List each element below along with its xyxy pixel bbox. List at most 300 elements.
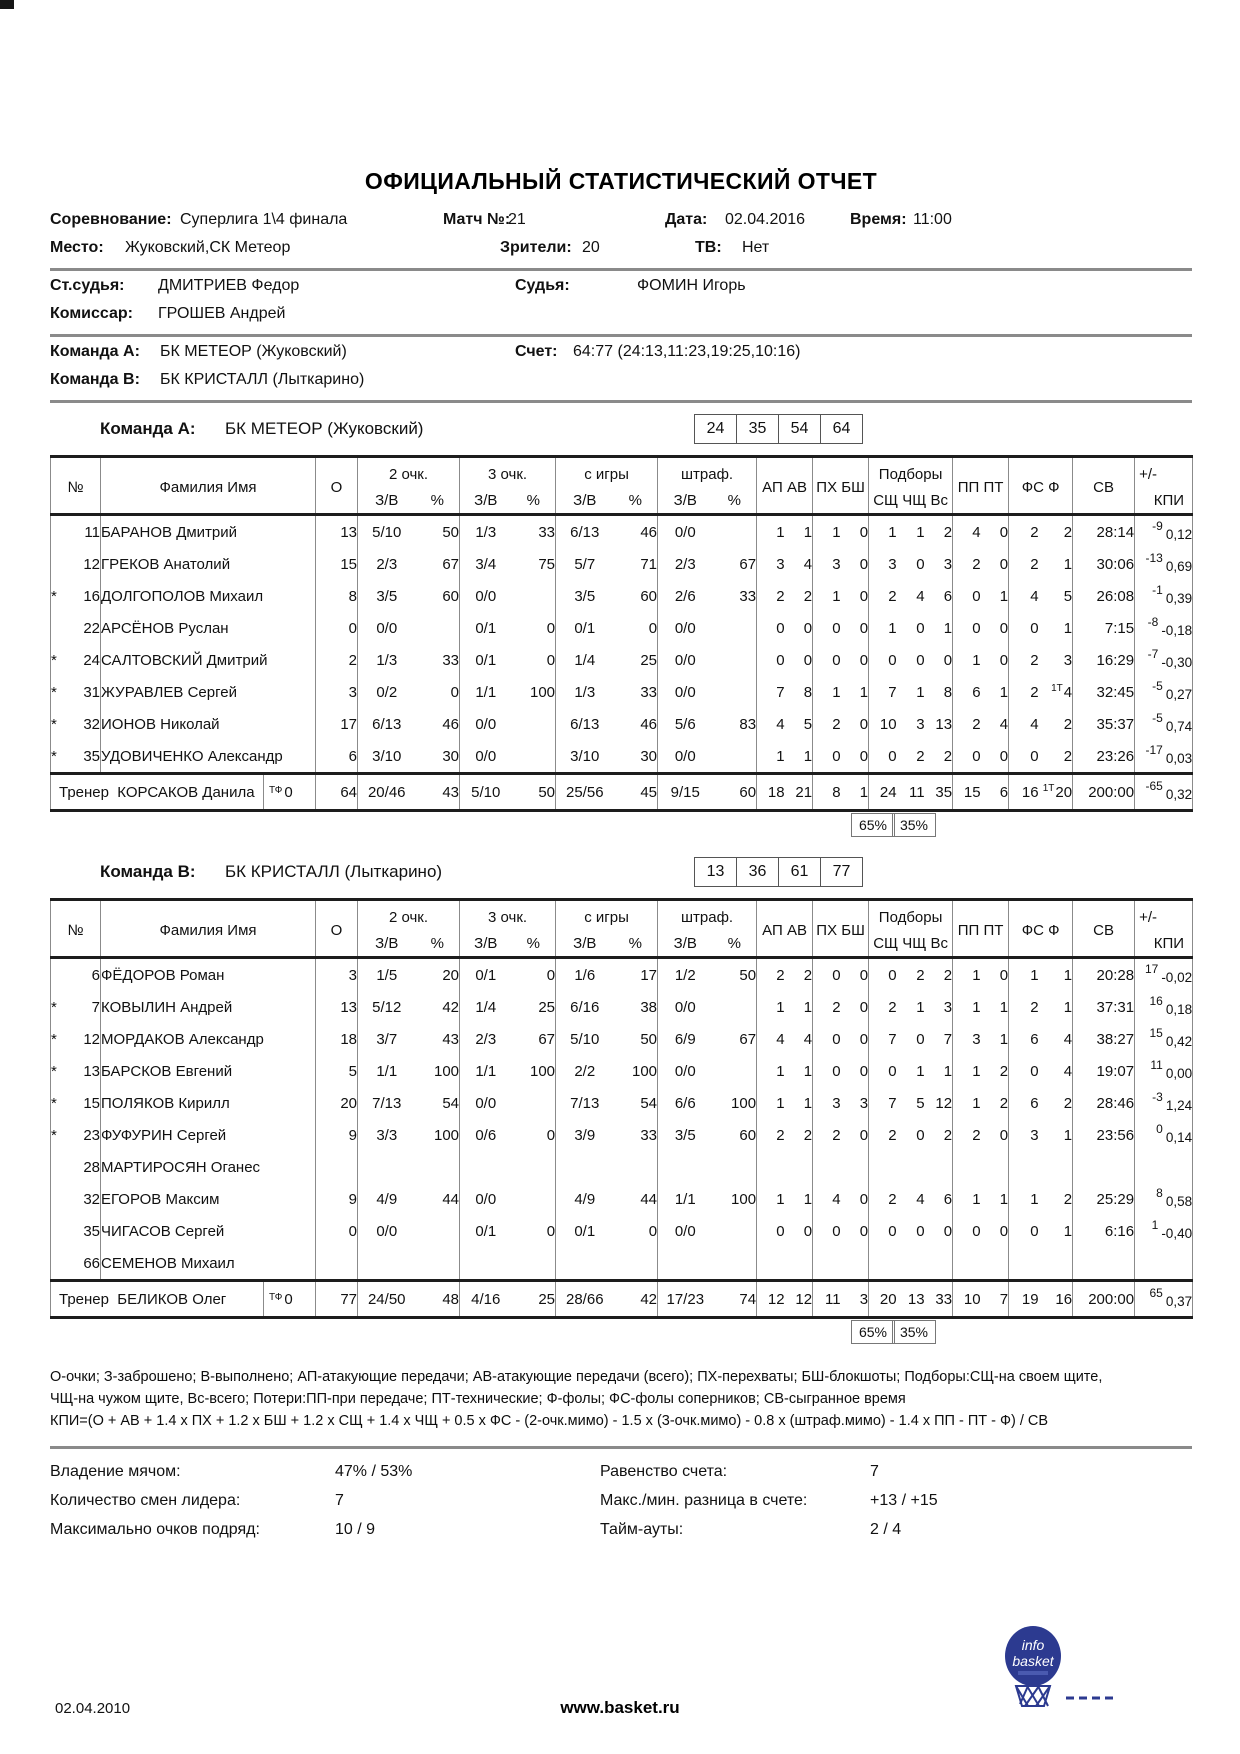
stat-cell-p2p (416, 612, 460, 644)
stat-cell-pp: 2 (953, 1119, 981, 1151)
stat-cell-pp: 1 (953, 991, 981, 1023)
stat-cell-ftp (713, 991, 757, 1023)
stat-cell-sv: 200:00 (1073, 1281, 1135, 1318)
stat-cell-pt: 1 (999, 683, 1009, 701)
player-name-cell: ФУФУРИН Сергей (101, 1119, 316, 1151)
team-totals-row (51, 774, 1193, 811)
stat-cell-fouls: 2 (1063, 747, 1073, 765)
summary-row (50, 1490, 1192, 1519)
stat-cell-bs: 1 (841, 774, 869, 811)
col-made-att: З/В (556, 487, 614, 515)
stat-cell-px: 0 (813, 612, 841, 644)
plus-minus-kpi-cell: $^{17}$-0,02 (1135, 958, 1193, 992)
col-made-att: З/В (658, 930, 713, 958)
stat-cell-t: 13 (935, 715, 953, 733)
stat-cell-p3: 1/1 (460, 1055, 512, 1087)
stat-cell-c: 2 (916, 747, 925, 765)
plus-minus-kpi-cell (1135, 1151, 1193, 1183)
stat-cell-p2p (416, 1247, 460, 1281)
col-3pt: 3 очк. (460, 457, 556, 488)
col-assists: АП АВ (757, 457, 813, 515)
stat-cell-ft: 2/3 (658, 548, 713, 580)
stat-cell-fs: 1 (1009, 958, 1039, 992)
stat-cell-av: 5 (803, 715, 813, 733)
stat-cell-ftp (713, 676, 757, 708)
stat-cell-px: 0 (813, 1055, 841, 1087)
stat-cell-fs: 3 (1009, 1119, 1039, 1151)
stat-cell-fs: 0 (1009, 1055, 1039, 1087)
stat-cell-ft: 0/0 (658, 644, 713, 676)
meta-value: 64:77 (24:13,11:23,19:25,10:16) (573, 343, 801, 360)
team-totals-row (51, 1281, 1193, 1318)
stat-cell-fgp: 17 (640, 966, 658, 984)
meta-label: ТВ: (695, 239, 722, 256)
player-number: 12 (83, 1030, 100, 1048)
stat-cell-fgp: 0 (648, 1222, 658, 1240)
stat-cell-fouls: 2 (1063, 715, 1073, 733)
meta-label: Ст.судья: (50, 277, 125, 294)
stat-cell-c: 11 (897, 774, 925, 811)
stat-cell-fs: 2 (1009, 548, 1039, 580)
stat-cell-ap: 0 (757, 612, 785, 644)
plus-minus-kpi-cell: $^{-8}$-0,18 (1135, 612, 1193, 644)
col-pct: % (713, 930, 757, 958)
stat-cell-c: 4 (916, 1190, 925, 1208)
stat-cell-fgp: 71 (640, 555, 658, 573)
stat-cell-fg: 1/3 (556, 676, 614, 708)
player-number: 23 (83, 1126, 100, 1144)
player-name-cell: ДОЛГОПОЛОВ Михаил (101, 580, 316, 612)
stat-cell-p3: 3/4 (460, 548, 512, 580)
stat-cell-p3: 0/0 (460, 580, 512, 612)
team-b-section (50, 852, 1192, 1345)
player-row (51, 1023, 1193, 1055)
stat-cell-ft: 0/0 (658, 515, 713, 549)
stat-cell-ap: 4 (757, 708, 785, 740)
stat-cell-p3p: 25 (512, 1281, 556, 1318)
stat-cell-c (897, 1247, 925, 1281)
player-row (51, 958, 1193, 992)
stat-cell-px: 0 (813, 644, 841, 676)
player-number: 66 (83, 1254, 100, 1272)
stat-cell-ftp: 74 (713, 1281, 757, 1318)
team-name: БК МЕТЕОР (Жуковский) (225, 419, 424, 438)
stat-cell-av: 0 (803, 651, 813, 669)
stat-cell-fg: 1/4 (556, 644, 614, 676)
stat-cell-p3p: 100 (530, 1062, 556, 1080)
stat-cell-ft: 0/0 (658, 1055, 713, 1087)
stat-cell-s: 3 (869, 548, 897, 580)
stat-cell-p3p (512, 1151, 556, 1183)
stat-cell-t: 3 (943, 998, 953, 1016)
stat-cell-fgp: 33 (640, 1126, 658, 1144)
stat-cell-t: 0 (943, 651, 953, 669)
stat-cell-t: 6 (943, 587, 953, 605)
divider (50, 268, 1192, 271)
stat-cell-av: 1 (803, 1094, 813, 1112)
col-plus-minus: +/- (1135, 900, 1193, 931)
stat-cell-ap: 1 (757, 740, 785, 774)
summary-label: Макс./мин. разница в счете: (600, 1492, 808, 1510)
stat-cell-p3p: 0 (546, 1222, 556, 1240)
stats-legend (50, 1367, 1192, 1432)
team-a-section (50, 409, 1192, 838)
player-name-cell: УДОВИЧЕНКО Александр (101, 740, 316, 774)
stat-cell-px: 0 (813, 958, 841, 992)
stat-cell-fgp: 33 (640, 683, 658, 701)
team-label: Команда А: (100, 419, 196, 438)
coach-cell (51, 1281, 316, 1318)
stat-cell-p3: 1/1 (460, 676, 512, 708)
divider (50, 334, 1192, 337)
stat-cell-fs: 19 (1009, 1281, 1039, 1318)
stat-cell-px: 3 (813, 1087, 841, 1119)
stat-cell-c: 5 (916, 1094, 925, 1112)
stat-cell-fgp: 42 (614, 1281, 658, 1318)
stat-cell-p2p: 30 (442, 747, 460, 765)
stat-cell-fg: 6/13 (556, 708, 614, 740)
col-2pt: 2 очк. (358, 900, 460, 931)
stat-cell-bs: 0 (859, 715, 869, 733)
starter-mark: * (51, 747, 57, 765)
stat-cell-fouls: 1 (1063, 998, 1073, 1016)
stat-cell-ft: 0/0 (658, 676, 713, 708)
stat-cell-p3: 5/10 (460, 774, 512, 811)
player-row (51, 708, 1193, 740)
stat-cell-c: 3 (916, 715, 925, 733)
plus-minus-kpi-cell: $^{-17}$0,03 (1135, 740, 1193, 774)
stat-cell-ftp (713, 1151, 757, 1183)
stat-cell-ftp (713, 1247, 757, 1281)
player-number-cell (51, 1055, 100, 1087)
stat-cell-s: 0 (869, 1055, 897, 1087)
stat-cell-sv: 28:46 (1073, 1087, 1135, 1119)
stat-cell-sv: 20:28 (1073, 958, 1135, 992)
meta-label: Команда А: (50, 343, 140, 360)
stat-cell-fg: 3/10 (556, 740, 614, 774)
col-num: № (51, 900, 101, 958)
player-name-cell: ЕГОРОВ Максим (101, 1183, 316, 1215)
stat-cell-p3 (460, 1247, 512, 1281)
quarter-score-box: 77 (820, 857, 863, 887)
stat-cell-c: 0 (916, 619, 925, 637)
stat-cell-p2: 3/5 (358, 580, 416, 612)
stat-cell-s: 0 (869, 1215, 897, 1247)
stat-cell-ftp (713, 1055, 757, 1087)
player-name-cell: БАРСКОВ Евгений (101, 1055, 316, 1087)
meta-label: Матч №: (443, 211, 511, 228)
stat-cell-bs: 0 (859, 1222, 869, 1240)
player-number-cell (51, 1087, 100, 1119)
game-summary (50, 1461, 1192, 1548)
stat-cell-bs: 0 (859, 1190, 869, 1208)
player-number-cell (51, 644, 100, 676)
stat-cell-o: 3 (316, 958, 358, 992)
stat-cell-fgp (614, 1247, 658, 1281)
stat-cell-ftp (713, 740, 757, 774)
stat-cell-p2p: 46 (442, 715, 460, 733)
team-name: БК КРИСТАЛЛ (Лыткарино) (225, 862, 443, 881)
stat-cell-sv: 7:15 (1073, 612, 1135, 644)
meta-value: БК КРИСТАЛЛ (Лыткарино) (160, 371, 365, 388)
stat-cell-ft: 0/0 (658, 740, 713, 774)
stat-cell-pp: 1 (953, 1055, 981, 1087)
col-rebound-types: СЩ ЧЩ Вс (869, 930, 953, 958)
stat-cell-pp: 3 (953, 1023, 981, 1055)
stat-cell-p3: 0/0 (460, 708, 512, 740)
stat-cell-o: 77 (316, 1281, 358, 1318)
stat-cell-p3: 0/0 (460, 1087, 512, 1119)
stat-cell-fouls: 2 (1063, 1094, 1073, 1112)
stat-cell-s: 1 (869, 515, 897, 549)
player-row (51, 1119, 1193, 1151)
stat-cell-ft: 3/5 (658, 1119, 713, 1151)
stat-cell-p3p: 0 (546, 651, 556, 669)
stat-cell-pt: 0 (999, 651, 1009, 669)
team-b-header (50, 852, 1192, 898)
stat-cell-p3p (512, 740, 556, 774)
col-rebound-types: СЩ ЧЩ Вс (869, 487, 953, 515)
summary-value: 10 / 9 (335, 1521, 376, 1539)
stat-cell-bs: 0 (859, 651, 869, 669)
summary-row (50, 1461, 1192, 1490)
stat-cell-p2: 5/12 (358, 991, 416, 1023)
player-number-cell (51, 548, 100, 580)
stat-cell-p2p: 44 (442, 1190, 460, 1208)
stat-cell-o: 64 (316, 774, 358, 811)
col-plus-minus: +/- (1135, 457, 1193, 488)
player-name-cell: ГРЕКОВ Анатолий (101, 548, 316, 580)
plus-minus-kpi-cell: $^{11}$0,00 (1135, 1055, 1193, 1087)
plus-minus-kpi-cell: $^{65}$0,37 (1135, 1281, 1193, 1318)
col-pct: % (614, 930, 658, 958)
player-name-cell: АРСЁНОВ Руслан (101, 612, 316, 644)
stat-cell-pp: 2 (953, 548, 981, 580)
col-made-att: З/В (658, 487, 713, 515)
stat-cell-fg: 0/1 (556, 612, 614, 644)
stat-cell-pt: 6 (981, 774, 1009, 811)
coach-name: Тренер БЕЛИКОВ Олег (59, 1290, 227, 1308)
summary-label: Количество смен лидера: (50, 1492, 241, 1510)
stat-cell-p3p: 0 (546, 966, 556, 984)
stat-cell-pt: 4 (999, 715, 1009, 733)
stat-cell-px: 0 (813, 1215, 841, 1247)
stat-cell-px: 2 (813, 1119, 841, 1151)
stat-cell-p2: 1/3 (358, 644, 416, 676)
stat-cell-bs: 0 (859, 1030, 869, 1048)
stat-cell-p2p: 42 (442, 998, 460, 1016)
stat-cell-p3 (460, 1151, 512, 1183)
stat-cell-fgp: 44 (640, 1190, 658, 1208)
stat-cell-pp: 0 (953, 612, 981, 644)
stat-cell-av: 1 (803, 998, 813, 1016)
infobasket-logo-graphic (1002, 1626, 1122, 1716)
player-name-cell: ЖУРАВЛЕВ Сергей (101, 676, 316, 708)
col-name: Фамилия Имя (101, 457, 316, 515)
stat-cell-p2: 0/0 (358, 1215, 416, 1247)
col-steals-blocks: ПХ БШ (813, 457, 869, 515)
stat-cell-p2p: 0 (450, 683, 460, 701)
stat-cell-sv (1073, 1151, 1135, 1183)
stat-cell-px: 3 (813, 548, 841, 580)
stat-cell-t: 33 (925, 1281, 953, 1318)
stat-cell-fgp: 54 (640, 1094, 658, 1112)
stat-cell-bs: 0 (859, 555, 869, 573)
stat-cell-av (785, 1151, 813, 1183)
scan-artifact (0, 0, 14, 9)
stat-cell-av: 21 (785, 774, 813, 811)
quarter-score-box: 13 (694, 857, 737, 887)
quarter-score-box: 24 (694, 414, 737, 444)
stat-cell-p3: 0/1 (460, 612, 512, 644)
stat-cell-fgp: 38 (640, 998, 658, 1016)
stat-cell-fouls (1039, 1247, 1073, 1281)
stat-cell-c: 13 (897, 1281, 925, 1318)
col-2pt: 2 очк. (358, 457, 460, 488)
coach-cell (51, 774, 316, 811)
stat-cell-ft: 0/0 (658, 1215, 713, 1247)
col-points: О (316, 457, 358, 515)
player-number-cell (51, 959, 100, 991)
player-row (51, 548, 1193, 580)
stat-cell-s: 7 (869, 1023, 897, 1055)
stat-cell-sv: 30:06 (1073, 548, 1135, 580)
stat-cell-fs: 6 (1009, 1087, 1039, 1119)
stat-cell-p2: 24/50 (358, 1281, 416, 1318)
summary-value: 7 (870, 1463, 879, 1481)
col-fouls: ФС Ф (1009, 900, 1073, 958)
stat-cell-ftp (713, 515, 757, 549)
stat-cell-o: 20 (316, 1087, 358, 1119)
stat-cell-p2: 2/3 (358, 548, 416, 580)
stat-cell-o: 6 (316, 740, 358, 774)
stat-cell-ft: 6/6 (658, 1087, 713, 1119)
player-number-cell (51, 1215, 100, 1247)
stat-cell-bs: 1 (859, 683, 869, 701)
stat-cell-bs: 0 (859, 1126, 869, 1144)
meta-value: 20 (582, 239, 600, 256)
stat-cell-t: 6 (943, 1190, 953, 1208)
stat-cell-sv: 6:16 (1073, 1215, 1135, 1247)
stat-cell-t: 2 (943, 1126, 953, 1144)
stat-cell-px: 0 (813, 740, 841, 774)
stat-cell-s: 24 (869, 774, 897, 811)
plus-minus-kpi-cell: $^{-5}$0,74 (1135, 708, 1193, 740)
stat-cell-fg: 0/1 (556, 1215, 614, 1247)
stat-cell-ft: 9/15 (658, 774, 713, 811)
stat-cell-p3p (512, 580, 556, 612)
stat-cell-bs: 0 (859, 523, 869, 541)
stat-cell-p3p: 50 (512, 774, 556, 811)
starter-mark: * (51, 1062, 57, 1080)
player-row (51, 580, 1193, 612)
stat-cell-pt: 1 (999, 1030, 1009, 1048)
stat-cell-sv: 37:31 (1073, 991, 1135, 1023)
plus-minus-kpi-cell: $^{16}$0,18 (1135, 991, 1193, 1023)
stat-cell-p2p: 43 (442, 1030, 460, 1048)
stat-cell-p3: 2/3 (460, 1023, 512, 1055)
stat-cell-av: 2 (803, 587, 813, 605)
meta-value: Суперлига 1\4 финала (180, 211, 348, 228)
stat-cell-p2: 6/13 (358, 708, 416, 740)
stat-cell-p2: 3/10 (358, 740, 416, 774)
player-number-cell (51, 1151, 100, 1183)
stat-cell-p2: 3/7 (358, 1023, 416, 1055)
stat-cell-p2 (358, 1151, 416, 1183)
player-name-cell: БАРАНОВ Дмитрий (101, 515, 316, 549)
stat-cell-c: 0 (916, 651, 925, 669)
starter-mark: * (51, 715, 57, 733)
stat-cell-p3p (512, 1087, 556, 1119)
plus-minus-kpi-cell: $^{-1}$0,39 (1135, 580, 1193, 612)
meta-label: Время: (850, 211, 907, 228)
stat-cell-ap: 1 (757, 991, 785, 1023)
stat-cell-ap: 3 (757, 548, 785, 580)
stat-cell-p3p: 67 (538, 1030, 556, 1048)
stat-cell-o: 9 (316, 1119, 358, 1151)
stat-cell-sv: 16:29 (1073, 644, 1135, 676)
col-fg: с игры (556, 457, 658, 488)
stat-cell-fouls: 16 (1039, 1281, 1073, 1318)
meta-value: 11:00 (913, 211, 952, 228)
stat-cell-ftp (713, 644, 757, 676)
player-name-cell: САЛТОВСКИЙ Дмитрий (101, 644, 316, 676)
stat-cell-ft: 1/2 (658, 958, 713, 992)
stat-cell-bs: 0 (859, 619, 869, 637)
stat-cell-t: 7 (943, 1030, 953, 1048)
stat-cell-fgp: 0 (648, 619, 658, 637)
stat-cell-c: 0 (916, 1030, 925, 1048)
col-made-att: З/В (460, 930, 512, 958)
stat-cell-ap: 0 (757, 1215, 785, 1247)
stat-cell-o: 2 (316, 644, 358, 676)
stat-cell-p2 (358, 1247, 416, 1281)
stat-cell-ftp: 60 (739, 1126, 757, 1144)
stat-cell-fs: 1 (1009, 1183, 1039, 1215)
stat-cell-fs: 2 (1009, 515, 1039, 549)
stat-cell-px (813, 1151, 841, 1183)
stat-cell-p3p: 0 (546, 1126, 556, 1144)
stat-cell-av: 1 (803, 747, 813, 765)
legend-line: О-очки; З-заброшено; В-выполнено; АП-атакующие передачи; АВ-атакующие передачи (всего); ПХ-перехваты; БШ-блокшоты; Подборы:СЩ-на своем щите, (50, 1369, 1103, 1385)
stat-cell-fouls (1039, 1151, 1073, 1183)
player-number-cell (51, 612, 100, 644)
stat-cell-p2: 20/46 (358, 774, 416, 811)
stat-cell-fgp: 30 (640, 747, 658, 765)
stat-cell-pt: 0 (999, 747, 1009, 765)
meta-label: Дата: (665, 211, 708, 228)
player-number-cell (51, 991, 100, 1023)
stat-cell-p2p: 60 (442, 587, 460, 605)
stat-cell-pt: 1 (999, 587, 1009, 605)
player-name-cell: ПОЛЯКОВ Кирилл (101, 1087, 316, 1119)
stat-cell-c (897, 1151, 925, 1183)
col-pct: % (416, 930, 460, 958)
stat-cell-p2p (416, 1151, 460, 1183)
stat-cell-fs (1009, 1247, 1039, 1281)
col-steals-blocks: ПХ БШ (813, 900, 869, 958)
stat-cell-px: 1 (813, 580, 841, 612)
stat-cell-t: 1 (943, 619, 953, 637)
player-row (51, 1183, 1193, 1215)
stat-cell-ap: 0 (757, 644, 785, 676)
meta-value: Жуковский,СК Метеор (125, 239, 291, 256)
player-number: 12 (83, 555, 100, 573)
stat-cell-bs: 0 (859, 966, 869, 984)
stat-cell-fg: 4/9 (556, 1183, 614, 1215)
stat-cell-fg: 6/16 (556, 991, 614, 1023)
stat-cell-fouls: 1 (1063, 966, 1073, 984)
